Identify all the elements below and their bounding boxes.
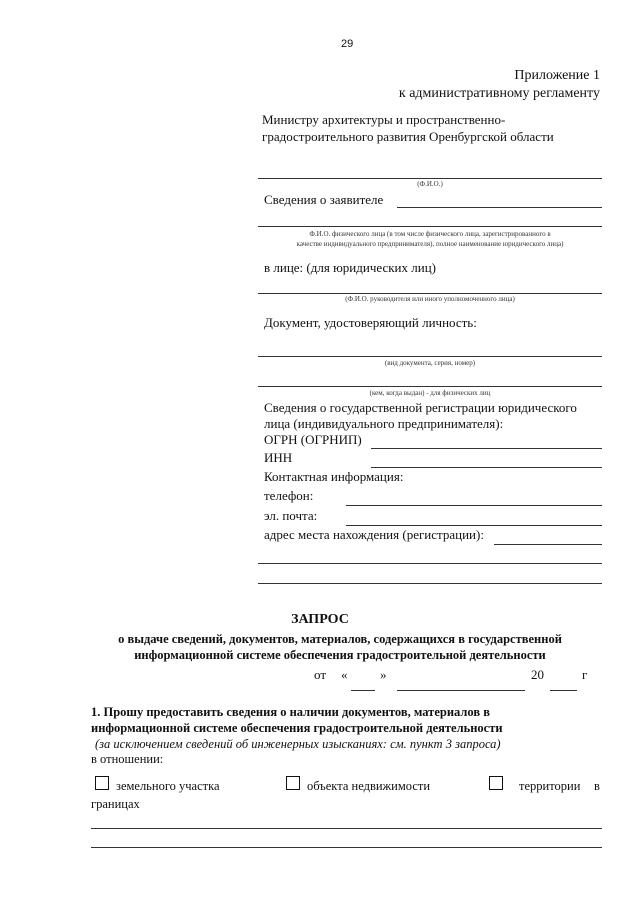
registration-line-2: лица (индивидуального предпринимателя): (264, 416, 504, 431)
real-estate-checkbox[interactable] (286, 776, 300, 790)
address-line-1[interactable] (494, 544, 602, 545)
address-line-2[interactable] (258, 563, 602, 564)
territory-tail-word: в (594, 779, 600, 793)
territory-checkbox[interactable] (489, 776, 503, 790)
date-from-label: от (314, 667, 327, 682)
date-quote-open: « (341, 667, 348, 682)
applicant-info-label: Сведения о заявителе (264, 192, 384, 207)
person-caption-line-2: качестве индивидуального предпринимателя), полное наименование юридического лица) (296, 240, 564, 248)
day-line[interactable] (351, 690, 375, 691)
land-plot-checkbox[interactable] (95, 776, 109, 790)
issued-line[interactable] (258, 386, 602, 387)
request-subtitle-line-1: о выдаче сведений, документов, материалов, содержащихся в государственной (118, 632, 562, 646)
boundaries-label: границах (91, 797, 140, 811)
addressee-line-2: градостроительного развития Оренбургской области (262, 129, 554, 144)
appendix-title: Приложение 1 (514, 68, 600, 83)
id-doc-label: Документ, удостоверяющий личность: (264, 315, 477, 330)
page-number: 29 (341, 38, 354, 50)
registration-line-1: Сведения о государственной регистрации юридического (264, 400, 577, 415)
section1-heading-line-2: информационной системе обеспечения градостроительной деятельности (91, 721, 503, 735)
section1-heading-line-1: 1. Прошу предоставить сведения о наличии документов, материалов в (91, 705, 490, 719)
year-suffix: г (582, 667, 588, 682)
month-line[interactable] (397, 690, 525, 691)
inn-label: ИНН (264, 450, 293, 465)
territory-line-2[interactable] (91, 847, 602, 848)
head-caption: (Ф.И.О. руководителя или иного уполномоченного лица) (345, 295, 515, 303)
phone-label: телефон: (264, 488, 314, 503)
addressee-line-1: Министру архитектуры и пространственно- (262, 112, 506, 127)
ogrn-label: ОГРН (ОГРНИП) (264, 432, 362, 447)
date-quote-close: » (380, 667, 387, 682)
doc-caption: (вид документа, серия, номер) (384, 359, 476, 367)
applicant-info-line[interactable] (397, 207, 602, 208)
land-plot-label: земельного участка (116, 779, 220, 793)
year-prefix: 20 (531, 667, 544, 682)
address-label: адрес места нахождения (регистрации): (264, 527, 484, 542)
request-title: ЗАПРОС (291, 612, 349, 627)
person-caption-line-1: Ф.И.О. физического лица (в том числе физического лица, зарегистрированного в (309, 230, 551, 238)
appendix-subtitle: к административному регламенту (398, 86, 600, 101)
section1-regarding: в отношении: (91, 752, 164, 766)
territory-line-1[interactable] (91, 828, 602, 829)
ogrn-line[interactable] (371, 448, 602, 449)
issued-caption: (кем, когда выдан) - для физических лиц (369, 389, 491, 397)
represented-by-label: в лице: (для юридических лиц) (264, 260, 436, 275)
fio-line[interactable] (258, 178, 602, 179)
inn-line[interactable] (371, 467, 602, 468)
email-label: эл. почта: (264, 508, 318, 523)
year-line[interactable] (550, 690, 577, 691)
real-estate-label: объекта недвижимости (307, 779, 431, 793)
contact-label: Контактная информация: (264, 469, 404, 484)
section1-note: (за исключением сведений об инженерных изысканиях: см. пункт 3 запроса) (95, 737, 501, 751)
phone-line[interactable] (346, 505, 602, 506)
territory-label: территории (519, 779, 581, 793)
email-line[interactable] (346, 525, 602, 526)
applicant-name-line[interactable] (258, 226, 602, 227)
fio-caption: (Ф.И.О.) (417, 180, 443, 188)
id-doc-line[interactable] (258, 356, 602, 357)
head-line[interactable] (258, 293, 602, 294)
address-line-3[interactable] (258, 583, 602, 584)
request-subtitle-line-2: информационной системе обеспечения градостроительной деятельности (134, 648, 546, 662)
